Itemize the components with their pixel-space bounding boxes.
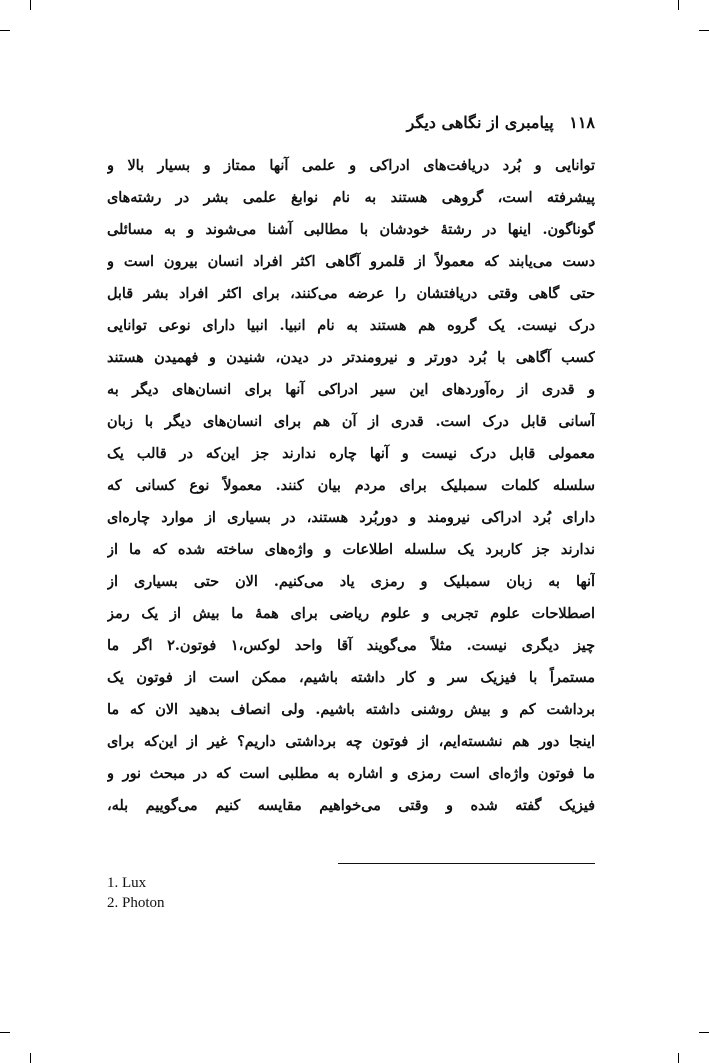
text-line: حتی گاهی وقتی دریافتشان را عرضه می‌کنند، برای اکثر افراد بشر قابل [107,285,595,302]
text-line: درک نیست. یک گروه هم هستند به نام انبیا. انبیا دارای نوعی توانایی [107,317,595,334]
text-line: و قدری از ره‌آوردهای این سیر ادراکی آنها برای انسان‌های دیگر به [107,381,595,398]
footnote-2: 2. Photon [107,895,165,911]
footnote-1: 1. Lux [107,875,147,891]
text-line: ما فوتون واژه‌ای است رمزی و اشاره به مطلبی است که در مبحث نور و [107,765,595,782]
text-line: ندارند جز کاربرد یک سلسله اطلاعات و واژه‌های ساخته شده که ما از [107,541,595,558]
text-line: سلسله کلمات سمبلیک برای مردم بیان کنند. معمولاً نوع کسانی که [107,477,595,494]
page-number: ۱۱۸ [569,113,595,132]
text-line: کسب آگاهی با بُرد دورتر و نیرومندتر در دیدن، شنیدن و فهمیدن هستند [107,349,595,366]
crop-mark-top-left-horizontal [0,30,10,31]
text-line: گوناگون. اینها در رشتهٔ خودشان با مطالبی آشنا می‌شوند و به مسائلی [107,221,595,238]
running-header [107,112,595,134]
crop-mark-bottom-right-vertical [678,1053,679,1063]
crop-mark-top-left-vertical [30,0,31,10]
crop-mark-bottom-right-horizontal [699,1032,709,1033]
text-line: اصطلاحات علوم تجربی و علوم ریاضی برای همهٔ ما بیش از یک رمز [107,605,595,622]
text-line: اینجا دور هم نشسته‌ایم، از فوتون چه برداشتی داریم؟ غیر از این‌که برای [107,733,595,750]
text-line: فیزیک گفته شده و وقتی می‌خواهیم مقایسه کنیم می‌گوییم بله، [107,797,595,814]
crop-mark-bottom-left-vertical [30,1053,31,1063]
text-line: آنها به زبان سمبلیک و رمزی یاد می‌کنیم. الان حتی بسیاری از [107,573,595,590]
text-line: برداشت کم و بیش روشنی داشته باشیم. ولی انصاف بدهید الان که ما [107,701,595,718]
text-line: پیشرفته است، گروهی هستند به نام نوابغ علمی بشر در رشته‌های [107,189,595,206]
text-line: دست می‌یابند که معمولاً از قلمرو آگاهی اکثر افراد انسان بیرون است و [107,253,595,270]
text-line: معمولی قابل درک نیست و آنها چاره ندارند جز این‌که در قالب یک [107,445,595,462]
crop-mark-top-right-vertical [678,0,679,10]
text-line: چیز دیگری نیست. مثلاً می‌گویند آقا واحد لوکس،۱ فوتون.۲ اگر ما [107,637,595,654]
text-line: دارای بُرد ادراکی نیرومند و دوربُرد هستند، در بسیاری از موارد چاره‌ای [107,509,595,526]
body-text [107,150,595,822]
book-title: پیامبری از نگاهی دیگر [406,113,554,132]
crop-mark-bottom-left-horizontal [0,1032,10,1033]
crop-mark-top-right-horizontal [699,30,709,31]
text-line: مستمراً با فیزیک سر و کار داشته باشیم، ممکن است از فوتون یک [107,669,595,686]
footnotes [107,873,407,913]
text-line: توانایی و بُرد دریافت‌های ادراکی و علمی آنها ممتاز و بسیار بالا و [107,157,595,174]
footnote-separator [338,863,595,864]
text-line: آسانی قابل درک است. قدری از آن هم برای انسان‌های دیگر با زبان [107,413,595,430]
